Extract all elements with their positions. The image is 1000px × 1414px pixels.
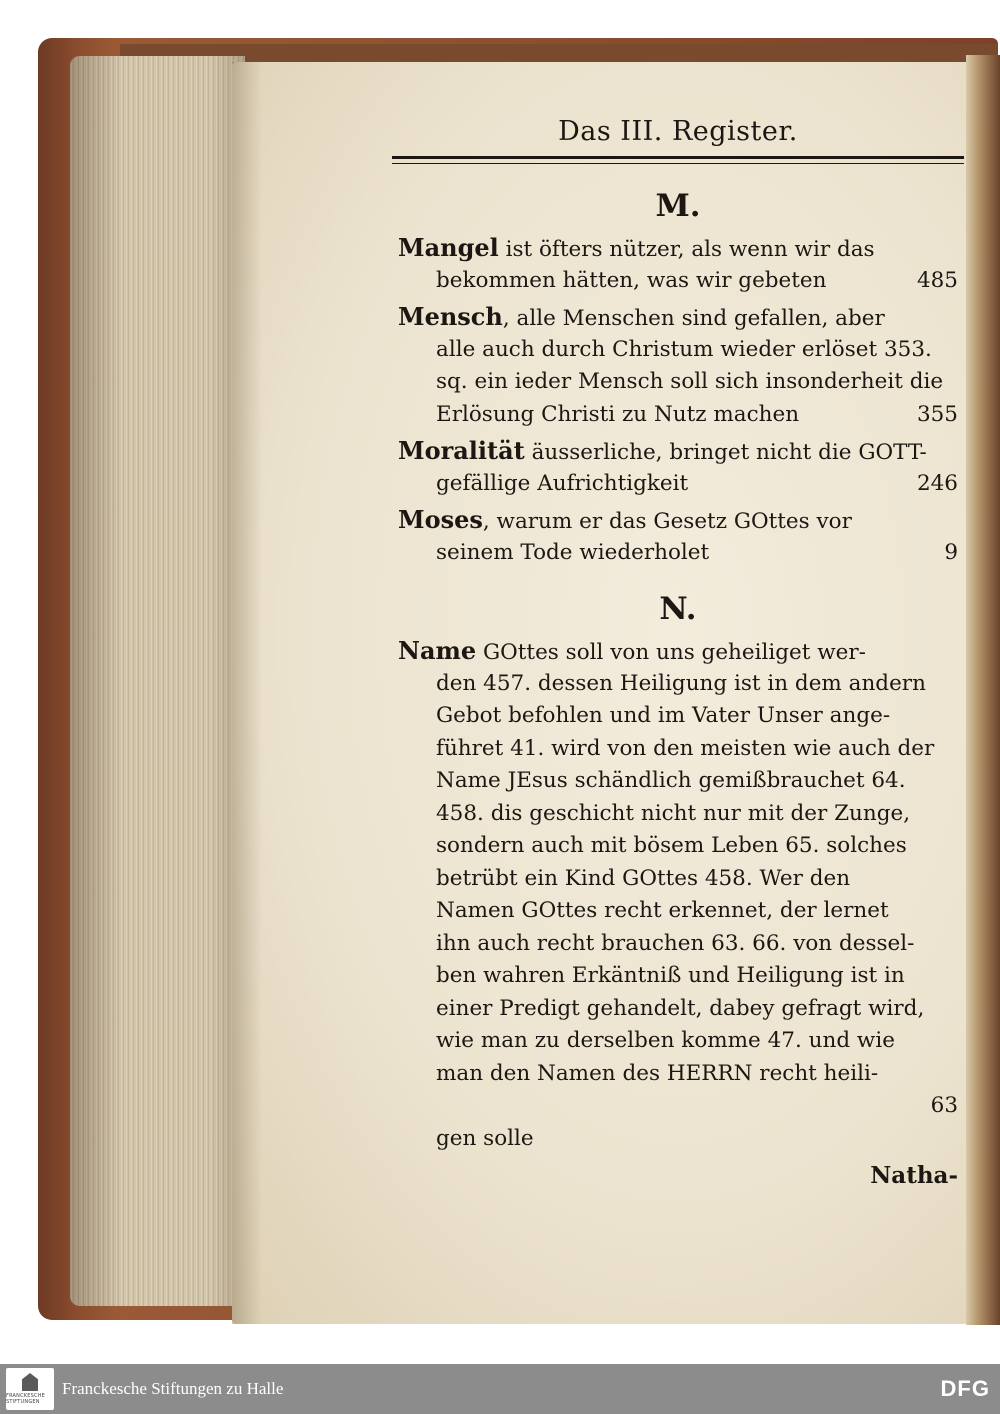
entry-text (436, 830, 907, 863)
entry-line (398, 798, 958, 831)
entry-text (436, 1123, 534, 1156)
entry-text (436, 1058, 878, 1091)
entry-text (436, 733, 934, 766)
entry-line-text: einer Predigt gehandelt, dabey gefragt wird, (436, 995, 925, 1021)
entry-text (398, 504, 852, 539)
entry-line-text: , warum er das Gesetz GOttes vor (482, 509, 852, 534)
entry-line (398, 399, 958, 432)
entry-line (398, 928, 958, 961)
entry-line (398, 1123, 958, 1156)
register-sections (398, 184, 958, 1155)
entry-line-text: sondern auch mit bösem Leben 65. solches (436, 833, 907, 858)
entry-text (436, 265, 827, 298)
entry-line-text: Gebot befohlen und im Vater Unser ange- (436, 703, 891, 728)
entry-line (398, 366, 958, 399)
book-gutter (966, 55, 1000, 1325)
entry-line-text: seinem Tode wiederholet (436, 539, 710, 565)
entry-line (398, 700, 958, 733)
page-edges (70, 56, 245, 1306)
entry-line-text: äusserliche, bringet nicht die GOTT- (524, 440, 927, 465)
entry-text (436, 1025, 895, 1058)
page-reference: 355 (916, 401, 958, 427)
entry-line-text: betrübt ein Kind GOttes 458. Wer den (436, 865, 851, 891)
entry-text (436, 993, 924, 1026)
entry-line (398, 895, 958, 928)
entry-line (398, 435, 958, 468)
entry-line (398, 334, 958, 367)
entry-line (398, 468, 958, 501)
institution-name: Franckesche Stiftungen zu Halle (62, 1379, 284, 1398)
entry-line-text: gen solle (436, 1125, 534, 1151)
entry-line-text: Namen GOttes recht erkennet, der lernet (436, 898, 889, 923)
entry-line (398, 733, 958, 766)
section-letter: N. (659, 591, 697, 627)
entry-headword: Name (398, 636, 477, 665)
dfg-logo: DFG (940, 1376, 990, 1401)
entry-line-text: sq. ein ieder Mensch soll sich insonderheit die (436, 369, 944, 394)
entry-text (436, 468, 688, 501)
entry-line (398, 830, 958, 863)
entry-text (436, 668, 926, 701)
entry-line (398, 537, 958, 570)
entry-headword: Moses (398, 505, 483, 534)
page-reference: 9 (944, 539, 958, 565)
page-reference: 63 (930, 1093, 958, 1118)
entry-line-text: gefällige Aufrichtigkeit (436, 470, 689, 496)
entry-line (398, 1025, 958, 1058)
entry-text (436, 895, 889, 928)
page-shadow (232, 62, 262, 1324)
entry-line-text: , alle Menschen sind gefallen, aber (502, 306, 885, 331)
viewer-footer (0, 1364, 1000, 1414)
entry-line-text: 458. dis geschicht nicht nur mit der Zunge, (436, 800, 911, 826)
register-entry (398, 504, 958, 569)
register-entry (398, 301, 958, 431)
entry-text (436, 366, 943, 399)
entry-line-text: ben wahren Erkäntniß und Heiligung ist in (436, 963, 905, 988)
entry-line-text: wie man zu derselben komme 47. und wie (436, 1028, 895, 1053)
entry-line (398, 635, 958, 668)
register-text (398, 110, 958, 1193)
institution-logo (6, 1368, 54, 1410)
entry-line-text: ist öfters nützer, als wenn wir das (498, 237, 875, 262)
entry-line (398, 668, 958, 701)
register-entry (398, 232, 958, 297)
entry-line (398, 232, 958, 265)
entry-text (436, 399, 799, 432)
page-reference: 246 (916, 470, 958, 496)
entry-text (436, 960, 905, 993)
building-icon (22, 1373, 38, 1391)
entry-line-text: GOttes soll von uns geheiliget wer- (476, 640, 866, 665)
entry-headword: Mangel (398, 233, 499, 262)
entry-text (436, 863, 850, 896)
entry-line-text: Erlösung Christi zu Nutz machen (436, 401, 800, 427)
entry-line (398, 301, 958, 334)
entry-headword: Moralität (398, 436, 525, 465)
section-letter: M. (655, 188, 701, 224)
entry-text (398, 435, 927, 470)
entry-text (436, 798, 910, 831)
header-rule (392, 156, 964, 164)
entry-line (398, 1090, 958, 1123)
entry-text (398, 232, 875, 267)
entry-text (436, 700, 890, 733)
register-entry (398, 635, 958, 1155)
entry-line-text: alle auch durch Christum wieder erlöset 353. (436, 336, 932, 362)
entry-line (398, 265, 958, 298)
entry-line (398, 765, 958, 798)
page-reference: 485 (916, 267, 958, 293)
entry-line-text: den 457. dessen Heiligung ist in dem andern (436, 670, 926, 696)
entry-text (398, 635, 866, 670)
register-entry (398, 435, 958, 500)
entry-line-text: Name JEsus schändlich gemißbrauchet 64. (436, 768, 906, 793)
entry-line (398, 1058, 958, 1091)
entry-text (436, 928, 914, 961)
catchword: Natha- (870, 1162, 958, 1189)
entry-text (436, 537, 709, 570)
entry-line (398, 993, 958, 1026)
logo-text: FRANCKESCHE STIFTUNGEN (6, 1393, 46, 1405)
entry-text (436, 334, 932, 367)
entry-line-text: führet 41. wird von den meisten wie auch der (436, 735, 935, 761)
entry-line-text: bekommen hätten, was wir gebeten (436, 267, 827, 293)
entry-line-text: man den Namen des HERRN recht heili- (436, 1060, 879, 1086)
entry-line-text: ihn auch recht brauchen 63. 66. von dessel- (436, 930, 915, 956)
entry-line (398, 960, 958, 993)
entry-line (398, 863, 958, 896)
running-head: Das III. Register. (558, 116, 798, 147)
entry-text (398, 301, 885, 336)
entry-text (436, 765, 906, 798)
entry-headword: Mensch (398, 302, 503, 331)
entry-line (398, 504, 958, 537)
